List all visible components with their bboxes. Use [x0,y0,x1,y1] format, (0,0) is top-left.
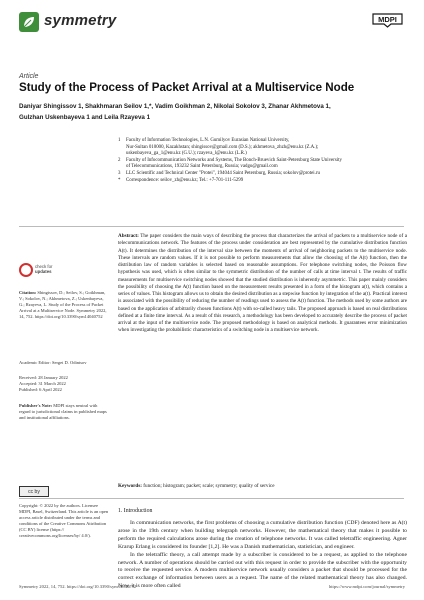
publisher-name: MDPI [378,15,397,24]
publisher-note-label: Publisher's Note: [19,403,53,408]
check-updates-line: updates [35,269,52,274]
affiliation-line: uskenbayeva_ga_1@enu.kz (G.U.); rzayeva_l@enu.kz (L.R.) [126,151,247,157]
divider [19,498,404,499]
check-updates-line: check for [35,264,53,269]
journal-name: symmetry [44,12,117,29]
affiliation-list [126,138,416,184]
editor-name: Sergei D. Odintsov [50,360,87,365]
affiliation-line: Correspondence: seilov_zh@enu.kz; Tel.: +7-701-111-5299 [126,177,244,183]
publisher-note-text: MDPI stays neutral with regard to jurisdictional claims in published maps and institutional affiliations. [19,403,107,421]
affiliation-line: LLC Scientific and Technical Center "Protei", 194044 Saint Petersburg, Russia; sokolov@protei.ru [126,170,320,176]
academic-editor [19,360,109,366]
page-title: Study of the Process of Packet Arrival at a Multiservice Node [19,81,355,94]
copyright-notice [19,503,109,540]
check-for-updates-button[interactable] [19,263,55,285]
editor-label: Academic Editor: [19,360,51,365]
footer-citation[interactable]: Symmetry 2022, 14, 752. https://doi.org/10.3390/sym14040752 [19,584,137,589]
keywords-text: function; histogram; packet; scale; symmetry; quality of service [142,483,275,489]
keywords [118,483,407,490]
publisher-note [19,403,109,421]
abstract-text: The paper considers the main ways of describing the process that characterizes the arrival of packets to a multiservice node of a telecommunications network. The features of the process under consideration are best represented by the cumulative distribution function A(t). It determines the distribution of the interval size between the moments of arrival of neighboring packets to the multiservice node. These intervals are random values. If it is not possible to perform measurements that allow the choosing of the A(t) function, then the distribution law of random variables is selected based on reasonable assumptions. For telephone switching nodes, the Poisson flow hypothesis was used, which is often similar to the symmetric distribution of the number of calls at time interval t. The results of traffic measurements for multiservice switching nodes showed that the studied distribution is inherently asymmetric. This paper mainly considers the possibility of choosing the A(t) function based on the measurement results presented in a form of the histogram a(t), which contains a series of values. This histogram allows us to obtain the desired distribution as a stepwise function by integration of the a(t). Practical interest is associated with the possibility of reducing the number of readings used to assess the A(t) function. The methods used by some authors are based on the application of arbitrarily chosen functions A(t) with so-called heavy tails. The proposed approach is based on real distributions defined at a finite time interval. As a result of this research, a methodology has been developed to accurately describe the process of packet arrival at the input of the multiservice node. The proposed methodology is based on analytical methods. It guarantees error minimization when investigating the probabilistic characteristics of a switching node in a multiservice network. [118,233,407,334]
authors-line-2: Gulzhan Uskenbayeva 1 and Leila Rzayeva 1 [19,114,151,121]
publication-dates [19,375,109,393]
leaf-icon [19,12,39,32]
affiliation-line: of Telecommunications, 193232 Saint Petersburg, Russia; vadgo@gmail.com [126,164,278,170]
author-list [19,101,414,123]
affiliation-num [118,151,120,158]
introduction-body [118,520,407,591]
affiliation-numbers [118,138,120,184]
abstract [118,233,407,335]
affiliation-line: Faculty of Information Technologies, L.N. Gumilyov Eurasian National University, [126,138,290,143]
keywords-label: Keywords: [118,483,142,489]
affiliation-num: 2 [118,157,121,163]
date-received: Received: 28 January 2022 [19,375,68,380]
paragraph: In communication networks, the first problems of choosing a cumulative distribution function (CDF) denoted here as A(t) arose in the 19th century when building telegraph networks. However, the mathematical theory that makes it possible to perform the required calculations arose during the creation of telephone networks. It was called teletraffic engineering. Agner Krarup Erlang is considered its founder [1,2]. He was a Danish mathematician, statistician, and engineer. [118,520,407,550]
affiliation-num: * [118,177,121,183]
publisher-logo [371,12,404,28]
cc-by-license-badge[interactable]: cc by [19,486,49,497]
section-heading: 1. Introduction [118,508,153,514]
footer-journal-link[interactable]: https://www.mdpi.com/journal/symmetry [328,584,405,589]
copyright-text: Copyright: © 2022 by the authors. Licensee MDPI, Basel, Switzerland. This article is an open access article distributed under the terms and conditions of the Creative Commons Attribution (CC BY) license (https:// creativecommons.org/licenses/by/ 4.0/). [19,503,109,539]
affiliation-line: Faculty of Infocommunication Networks and Systems, The Bonch-Bruevich Saint-Petersburg State University [126,157,342,163]
affiliation-num [118,164,120,171]
citation-text[interactable]: Shingissov, D.; Seilov, S.; Goikhman, V.; Sokolov, N.; Akhmetova, Z.; Uskenbayeva, G.; Rzayeva, L. Study of the Process of Packet Arrival at a Multiservice Node. Symmetry 2022, 14, 752. https://doi.org/10.3390/sym14040752 [19,290,107,320]
affiliation-num: 1 [118,138,121,143]
date-accepted: Accepted: 31 March 2022 [19,381,66,387]
divider [19,226,404,227]
affiliation-num [118,145,120,152]
authors-line-1: Daniyar Shingissov 1, Shakhmaran Seilov 1,*, Vadim Goikhman 2, Nikolai Sokolov 3, Zhanar Akhmetova 1, [19,103,331,110]
check-icon [19,263,33,277]
article-type: Article [19,73,39,80]
citation-block [19,290,109,320]
citation-label: Citation: [19,290,37,295]
date-published: Published: 6 April 2022 [19,387,62,393]
journal-logo [19,12,39,32]
affiliation-line: Nur-Sultan 010000, Kazakhstan; shingissov@gmail.com (D.S.); akhmetova_zhzh@enu.kz (Z.A.); [126,144,319,150]
paragraph: In the teletraffic theory, a call attempt made by a subscriber is considered to be a request, as applied to the telephone network. A number of operations should be carried out with this request in order to provide the subscriber with the opportunity to receive the requested service. A modern multiservice network usually considers a packet that should be processed for the correct exchange of information between users as a request. The name of the related mathematical theory has also changed. Now, it is more often called [118,551,407,590]
abstract-label: Abstract: [118,233,139,239]
affiliation-num: 3 [118,170,121,176]
